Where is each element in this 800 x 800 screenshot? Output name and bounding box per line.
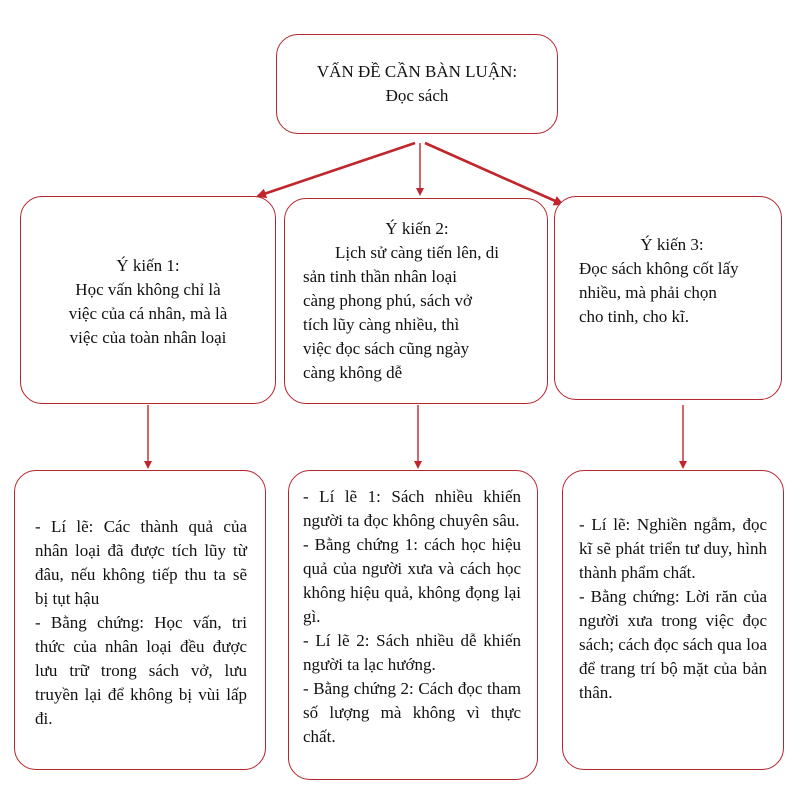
detail-item: - Bằng chứng 2: Cách đọc tham số lượng mà không vì thực chất. bbox=[303, 679, 521, 746]
opinion-line: tích lũy càng nhiều, thì bbox=[303, 315, 460, 334]
opinion-line: cho tinh, cho kĩ. bbox=[579, 307, 690, 326]
arrow-top-to-opinion-1 bbox=[258, 143, 415, 196]
detail-item: - Bằng chứng 1: cách học hiệu quả của người xưa và cách học không hiệu quả, không đọng lại gì. bbox=[303, 535, 521, 626]
opinion-line: việc của toàn nhân loại bbox=[69, 328, 227, 347]
detail-box-3 bbox=[562, 470, 784, 770]
opinion-line: việc của cá nhân, mà là bbox=[68, 304, 228, 323]
opinion-line: sản tinh thần nhân loại bbox=[303, 267, 457, 286]
opinion-box-1 bbox=[20, 196, 276, 404]
opinion-heading: Ý kiến 2: bbox=[385, 219, 449, 238]
arrow-top-to-opinion-3 bbox=[425, 143, 562, 204]
detail-item: - Bằng chứng: Lời răn của người xưa trong việc đọc sách; cách đọc sách qua loa để trang trí bộ mặt của bản thân. bbox=[579, 587, 767, 702]
opinion-line: càng không dễ bbox=[303, 363, 403, 382]
topic-title: VẤN ĐỀ CẦN BÀN LUẬN: bbox=[316, 62, 518, 81]
opinion-line: Học vấn không chỉ là bbox=[75, 280, 221, 299]
topic-subtitle: Đọc sách bbox=[385, 86, 449, 105]
detail-item: - Bằng chứng: Học vấn, tri thức của nhân loại đều được lưu trữ trong sách vở, lưu truyền lại để không bị vùi lấp đi. bbox=[35, 613, 247, 728]
opinion-line: Đọc sách không cốt lấy bbox=[579, 259, 739, 278]
detail-box-1 bbox=[14, 470, 266, 770]
detail-item: - Lí lẽ: Các thành quả của nhân loại đã được tích lũy từ đâu, nếu không tiếp thu ta sẽ bị tụt hậu bbox=[35, 517, 247, 608]
topic-box bbox=[276, 34, 558, 134]
opinion-heading: Ý kiến 3: bbox=[640, 235, 704, 254]
opinion-line: Lịch sử càng tiến lên, di bbox=[334, 243, 500, 262]
opinion-heading: Ý kiến 1: bbox=[116, 256, 180, 275]
detail-item: - Lí lẽ 2: Sách nhiều dễ khiến người ta lạc hướng. bbox=[303, 631, 521, 674]
opinion-line: nhiều, mà phải chọn bbox=[579, 283, 717, 302]
opinion-line: càng phong phú, sách vở bbox=[303, 291, 473, 310]
detail-box-2 bbox=[288, 470, 538, 780]
opinion-box-3 bbox=[554, 196, 782, 400]
opinion-box-2 bbox=[284, 198, 548, 404]
opinion-line: việc đọc sách cũng ngày bbox=[303, 339, 470, 358]
detail-item: - Lí lẽ: Nghiền ngẫm, đọc kĩ sẽ phát triển tư duy, hình thành phẩm chất. bbox=[579, 515, 767, 582]
detail-item: - Lí lẽ 1: Sách nhiều khiến người ta đọc không chuyên sâu. bbox=[303, 487, 521, 530]
